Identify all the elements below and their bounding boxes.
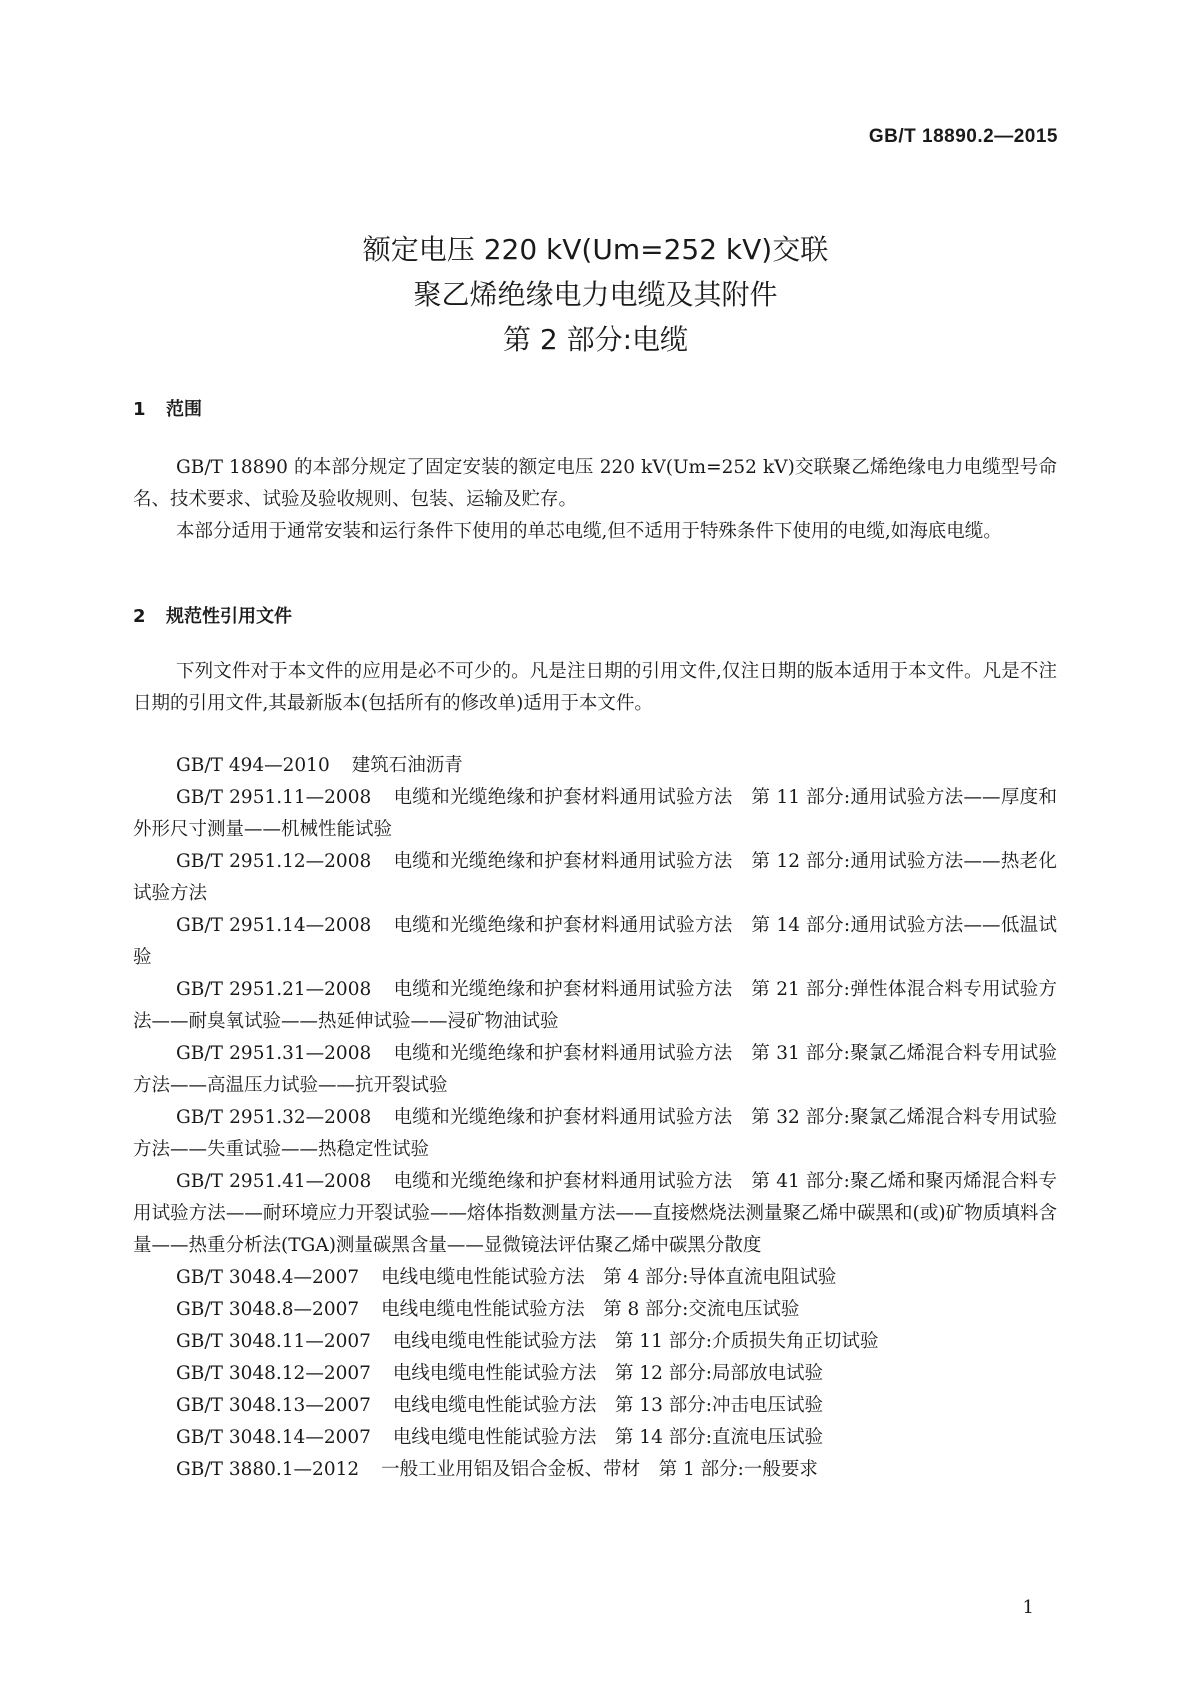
reference-title: 电缆和光缆绝缘和护套材料通用试验方法 第 12 部分:通用试验方法——热老化试验方法	[133, 851, 1057, 904]
reference-code: GB/T 3880.1—2012	[176, 1459, 360, 1480]
reference-code: GB/T 3048.8—2007	[176, 1299, 360, 1320]
reference-code: GB/T 2951.32—2008	[176, 1107, 372, 1128]
reference-title: 电缆和光缆绝缘和护套材料通用试验方法 第 31 部分:聚氯乙烯混合料专用试验方法——高温压力试验——抗开裂试验	[133, 1043, 1057, 1096]
scope-paragraph-1: GB/T 18890 的本部分规定了固定安装的额定电压 220 kV(Um=252 kV)交联聚乙烯绝缘电力电缆型号命名、技术要求、试验及验收规则、包装、运输及贮存。	[133, 457, 1057, 510]
reference-item	[133, 782, 1057, 846]
reference-code: GB/T 2951.41—2008	[176, 1171, 372, 1192]
reference-item	[133, 1102, 1057, 1166]
reference-title: 电缆和光缆绝缘和护套材料通用试验方法 第 14 部分:通用试验方法——低温试验	[133, 915, 1057, 968]
reference-title: 电线电缆电性能试验方法 第 8 部分:交流电压试验	[381, 1299, 800, 1320]
reference-item	[133, 846, 1057, 910]
reference-item	[133, 1262, 1057, 1294]
reference-title: 一般工业用铝及铝合金板、带材 第 1 部分:一般要求	[381, 1459, 818, 1480]
reference-code: GB/T 2951.31—2008	[176, 1043, 372, 1064]
reference-code: GB/T 2951.12—2008	[176, 851, 372, 872]
reference-title: 建筑石油沥青	[351, 755, 463, 776]
section-number: 2	[133, 606, 146, 627]
reference-item	[133, 1294, 1057, 1326]
reference-item	[133, 974, 1057, 1038]
reference-code: GB/T 494—2010	[176, 755, 330, 776]
standard-code: GB/T 18890.2—2015	[868, 126, 1058, 147]
reference-title: 电线电缆电性能试验方法 第 11 部分:介质损失角正切试验	[392, 1331, 879, 1352]
reference-list	[133, 750, 1057, 1486]
reference-code: GB/T 3048.11—2007	[176, 1331, 371, 1352]
document-title	[0, 227, 1191, 362]
reference-code: GB/T 3048.13—2007	[176, 1395, 371, 1416]
reference-code: GB/T 2951.11—2008	[176, 787, 372, 808]
reference-item	[133, 1454, 1057, 1486]
reference-item	[133, 750, 1057, 782]
title-line-3: 第 2 部分:电缆	[502, 323, 689, 356]
reference-item	[133, 1038, 1057, 1102]
reference-item	[133, 1390, 1057, 1422]
page-number: 1	[1022, 1597, 1034, 1618]
title-line-1: 额定电压 220 kV(Um=252 kV)交联	[362, 233, 829, 266]
reference-code: GB/T 2951.21—2008	[176, 979, 372, 1000]
reference-code: GB/T 3048.12—2007	[176, 1363, 371, 1384]
reference-code: GB/T 3048.14—2007	[176, 1427, 371, 1448]
reference-item	[133, 1166, 1057, 1262]
reference-item	[133, 1358, 1057, 1390]
section-number: 1	[133, 399, 146, 420]
section-title: 规范性引用文件	[166, 606, 292, 627]
reference-title: 电线电缆电性能试验方法 第 12 部分:局部放电试验	[392, 1363, 823, 1384]
reference-title: 电缆和光缆绝缘和护套材料通用试验方法 第 41 部分:聚乙烯和聚丙烯混合料专用试验方法——耐环境应力开裂试验——熔体指数测量方法——直接燃烧法测量聚乙烯中碳黑和(或)矿物质填料含量——热重分析法(TGA)测量碳黑含量——显微镜法评估聚乙烯中碳黑分散度	[133, 1171, 1057, 1256]
reference-title: 电缆和光缆绝缘和护套材料通用试验方法 第 21 部分:弹性体混合料专用试验方法——耐臭氧试验——热延伸试验——浸矿物油试验	[133, 979, 1057, 1032]
normative-references-intro: 下列文件对于本文件的应用是必不可少的。凡是注日期的引用文件,仅注日期的版本适用于本文件。凡是不注日期的引用文件,其最新版本(包括所有的修改单)适用于本文件。	[133, 661, 1057, 714]
reference-title: 电线电缆电性能试验方法 第 14 部分:直流电压试验	[392, 1427, 823, 1448]
reference-item	[133, 1326, 1057, 1358]
reference-code: GB/T 2951.14—2008	[176, 915, 372, 936]
section-title: 范围	[166, 399, 202, 420]
section-1-heading	[133, 395, 202, 421]
reference-title: 电缆和光缆绝缘和护套材料通用试验方法 第 32 部分:聚氯乙烯混合料专用试验方法——失重试验——热稳定性试验	[133, 1107, 1057, 1160]
reference-code: GB/T 3048.4—2007	[176, 1267, 360, 1288]
scope-paragraph-2: 本部分适用于通常安装和运行条件下使用的单芯电缆,但不适用于特殊条件下使用的电缆,如海底电缆。	[176, 521, 1002, 542]
title-line-2: 聚乙烯绝缘电力电缆及其附件	[413, 278, 778, 311]
reference-title: 电缆和光缆绝缘和护套材料通用试验方法 第 11 部分:通用试验方法——厚度和外形尺寸测量——机械性能试验	[133, 787, 1057, 840]
reference-title: 电线电缆电性能试验方法 第 13 部分:冲击电压试验	[392, 1395, 823, 1416]
reference-item	[133, 910, 1057, 974]
section-2-heading	[133, 602, 292, 628]
reference-title: 电线电缆电性能试验方法 第 4 部分:导体直流电阻试验	[381, 1267, 837, 1288]
reference-item	[133, 1422, 1057, 1454]
